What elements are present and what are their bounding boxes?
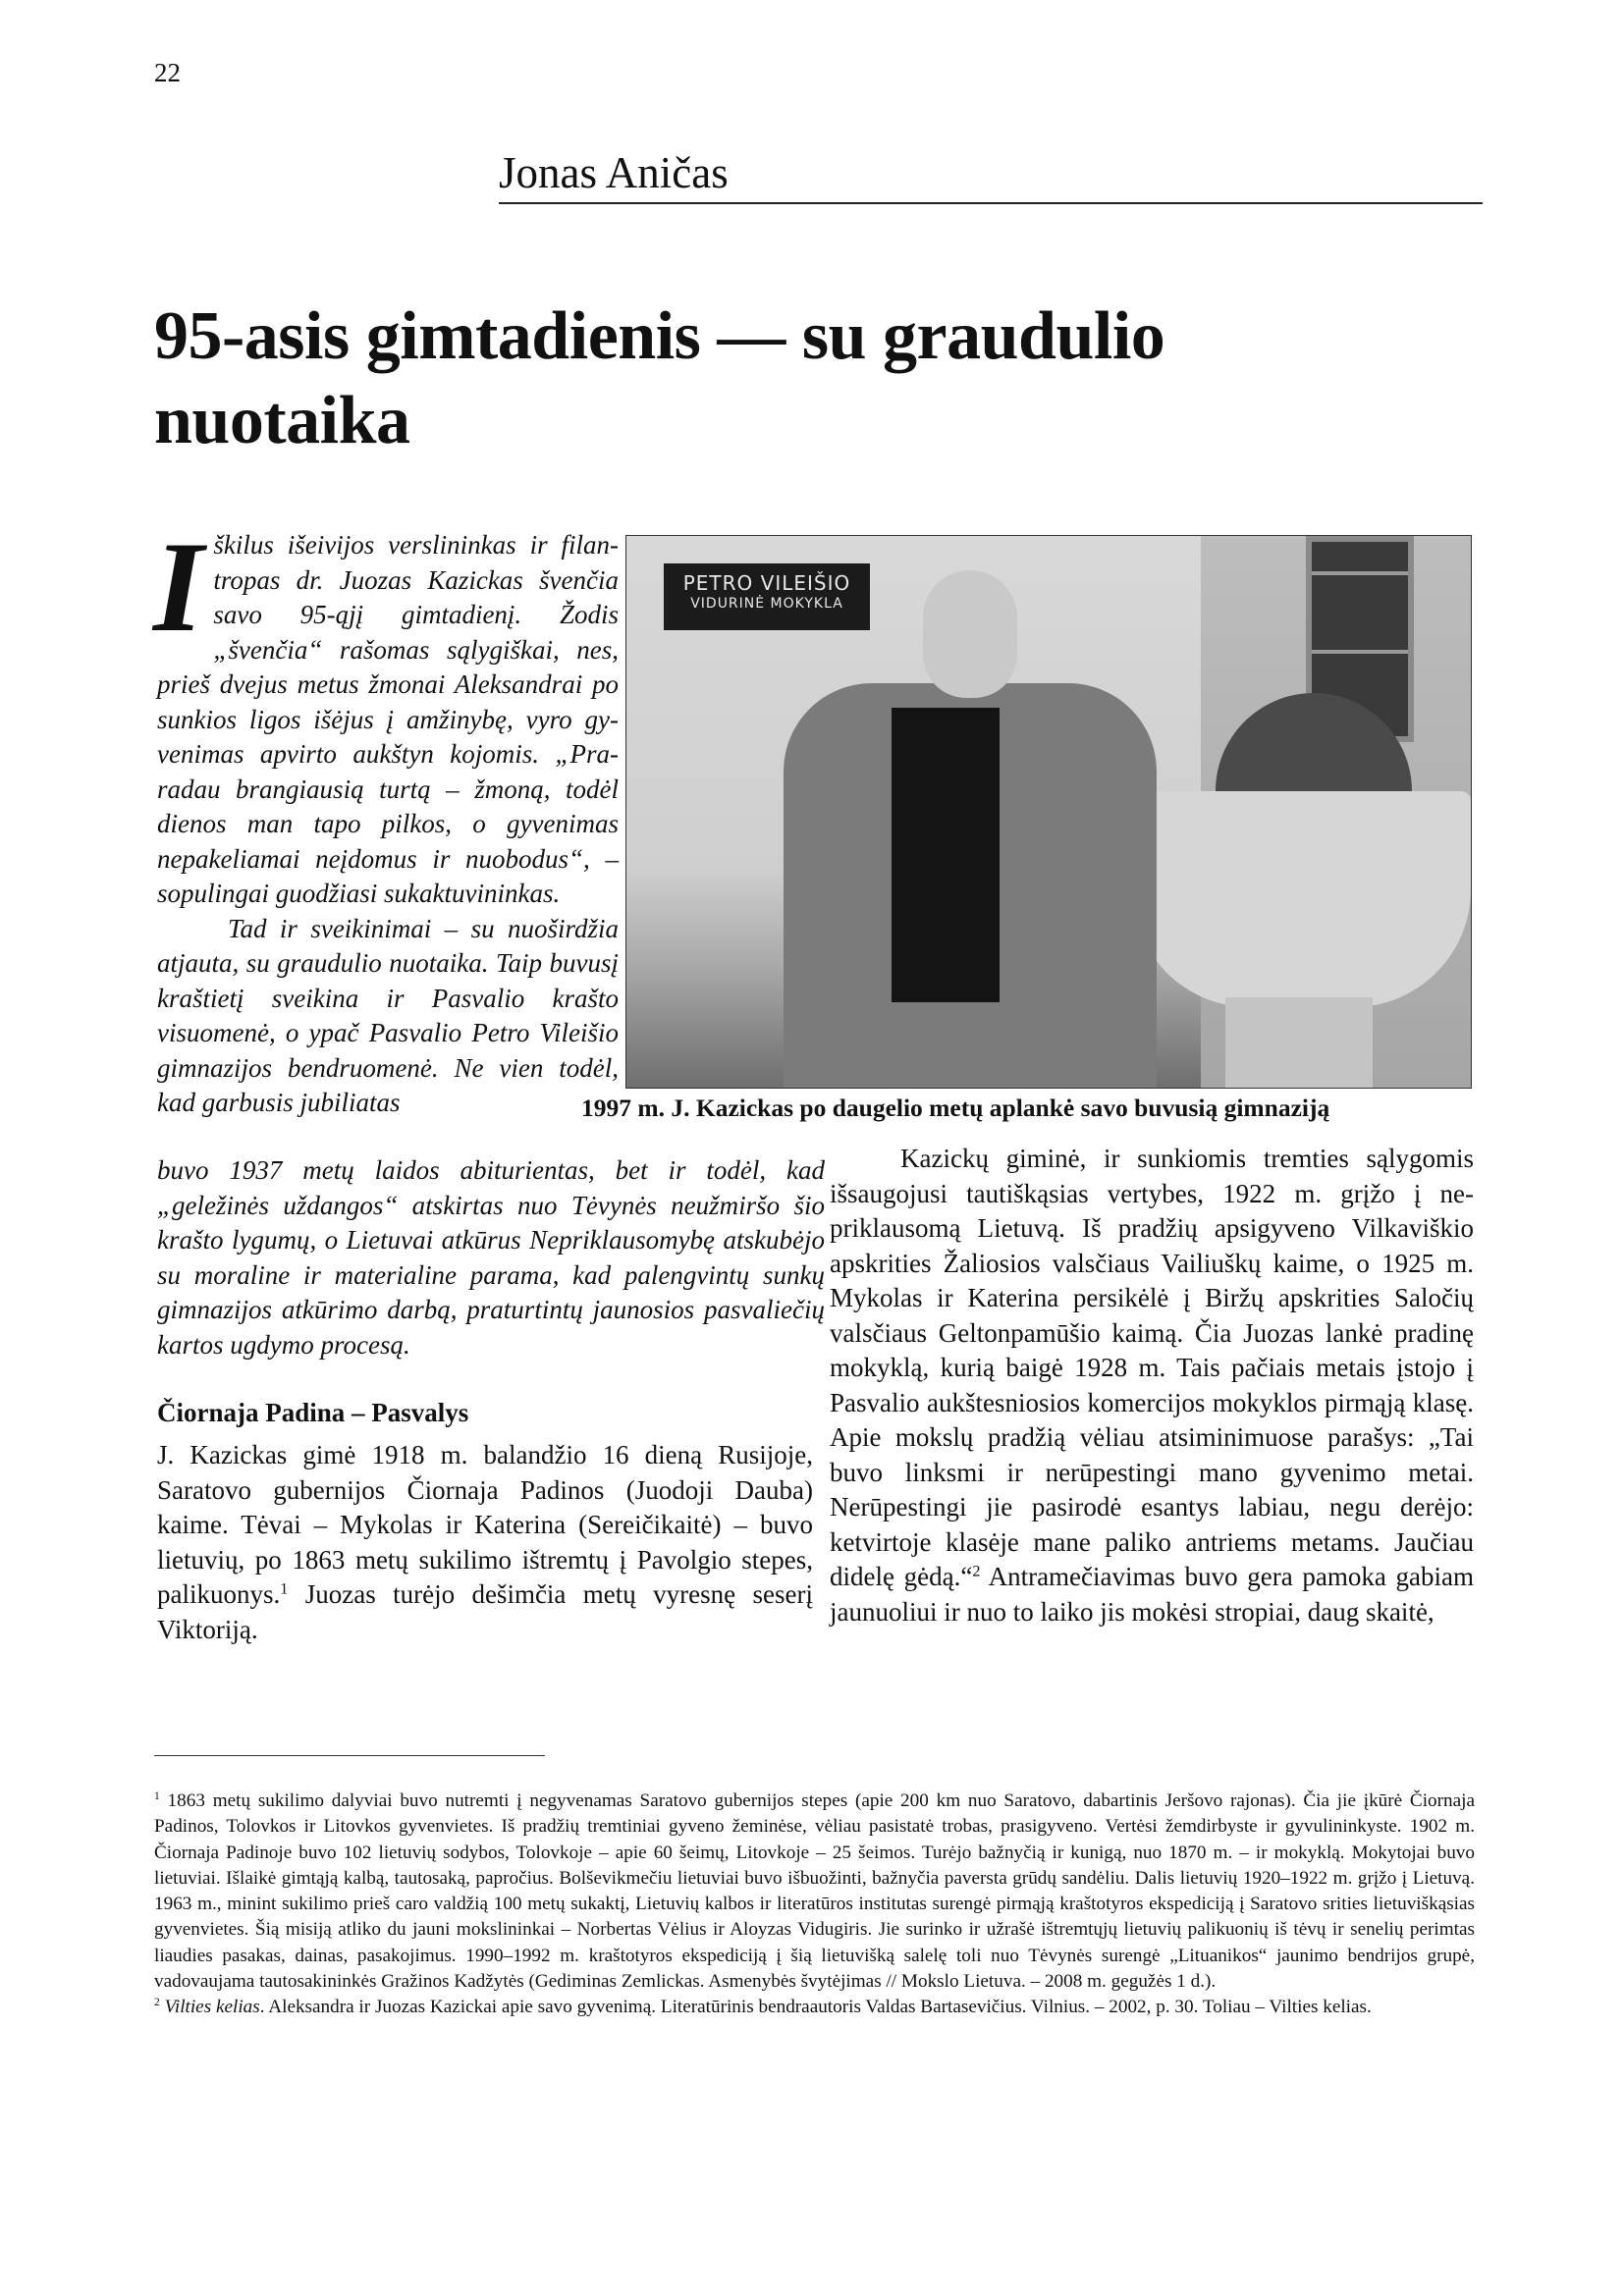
footnote-2-title: Vilties kelias bbox=[164, 1997, 260, 2018]
footnotes bbox=[154, 1789, 1475, 2021]
left-paragraph bbox=[157, 1438, 813, 1647]
school-sign bbox=[664, 563, 870, 630]
footnote-marker-2: 2 bbox=[154, 1997, 160, 2009]
photo-urn-base bbox=[1225, 997, 1373, 1088]
right-text: Kazickų giminė, ir sunkiomis tremties sąlygomis išsaugojusi tautiškąsias vertybes, 1922 m. grįžo į nepriklausomą Lietuvą. Iš pradžių apsigyveno Vilkaviškio apskrities Žaliosios valsčiaus Vailiuškų kaime, o 1925 m. Mykolas ir Katerina persikėlė į Biržų apskrities Saločių valsčiaus Geltonpamūšio kaimą. Čia Juozas lankė pradinę mokyklą, kurią baigė 1928 m. Tais pačiais metais įstojo į Pasvalio aukštesniosios komercijos mokyklos pirmąją klasę. Apie mokslų pradžią vėliau atsiminimuose parašys: „Tai buvo linksmi ir nerūpestingi mano gyvenimo metai. Nerūpestingi jie pasirodė esantys labiau, negu derėjo: ketvirtoje klasėje mane paliko antriems metams. Jaučiau didelę gėdą.“ bbox=[830, 1144, 1474, 1591]
left-text-after: Juozas turėjo dešimčia metų vyresnę seserį Viktoriją. bbox=[157, 1579, 813, 1644]
article-title bbox=[154, 294, 1431, 463]
intro-wide-continuation bbox=[157, 1153, 825, 1362]
intro-paragraph-1 bbox=[153, 514, 619, 912]
right-column bbox=[830, 1142, 1474, 1629]
footnote-marker-1: 1 bbox=[154, 1790, 160, 1803]
photo-caption: 1997 m. J. Kazickas po daugelio metų aplankė savo buvusią gimnaziją bbox=[581, 1094, 1330, 1122]
title-line-1: 95-asis gimtadienis — su graudulio bbox=[154, 298, 1165, 374]
page-number: 22 bbox=[154, 58, 181, 87]
right-paragraph bbox=[830, 1142, 1474, 1629]
footnote-separator bbox=[154, 1755, 545, 1756]
intro-paragraph-2: Tad ir sveikinimai – su nuoširdžia atjauta, su graudulio nuotaika. Taip buvusį kraštietį sveikina ir Pasvalio krašto visuomenė, o ypač Pasvalio Petro Vileišio gimnazijos bendruomenė. Ne vien todėl, kad garbusis jubiliatas bbox=[157, 913, 619, 1117]
article-photo bbox=[625, 535, 1472, 1089]
footnote-ref-1[interactable]: 1 bbox=[280, 1579, 289, 1598]
intro-text-1: škilus išeivijos verslininkas ir filantropas dr. Juozas Kazickas švenčia savo 95-ąjį gimtadienį. Žodis „švenčia“ rašomas sąlygiškai, nes, prieš dvejus metus žmonai Aleksandrai po sunkios ligos išėjus į amžinybę, vyro gyvenimas apvirto aukštyn kojomis. „Praradau brangiausią turtą – žmoną, todėl dienos man tapo pilkos, o gyvenimas nepakeliamai neįdomus ir nuobodus“, – sopulingai guodžiasi sukaktuvininkas. bbox=[157, 530, 619, 908]
sign-line-1: PETRO VILEIŠIO bbox=[682, 571, 851, 595]
intro-narrow-column bbox=[153, 514, 619, 1121]
left-column bbox=[157, 1438, 813, 1647]
footnote-1 bbox=[154, 1789, 1475, 1995]
author-name: Jonas Aničas bbox=[499, 148, 729, 197]
photo-person-vest bbox=[892, 708, 1000, 1002]
drop-cap: I bbox=[153, 514, 204, 659]
photo-person-head bbox=[923, 570, 1017, 698]
title-line-2: nuotaika bbox=[154, 383, 410, 458]
section-heading: Čiornaja Padina – Pasvalys bbox=[157, 1398, 469, 1427]
footnote-1-text: 1863 metų sukilimo dalyviai buvo nutremti į negyvenamas Saratovo gubernijos stepes (apie 200 km nuo Saratovo, dabartinis Jeršovo rajonas). Čia jie įkūrė Čiornaja Padinos, Tolovkos ir Litovkos gyvenvietes. Iš pradžių tremtiniai gyveno žeminėse, vėliau pasistatė trobas, prasigyveno. Vertėsi žemdirbyste ir gyvulininkyste. 1902 m. Čiornaja Padinoje buvo 102 lietuvių sodybos, Tolovkoje – apie 60 šeimų, Litovkoje – 25 šeimos. Turėjo bažnyčią ir kunigą, nuo 1870 m. – ir mokyklą. Mokytojai buvo lietuviai. Išlaikė gimtąją kalbą, tautosaką, papročius. Bolševikmečiu lietuviai buvo išbuožinti, bažnyčia paversta grūdų sandėliu. Dalis lietuvių 1920–1922 m. grįžo į Lietuvą. 1963 m., minint sukilimo prieš caro valdžią 100 metų sukaktį, Lietuvių kalbos ir literatūros institutas surengė pirmąją kraštotyros ekspediciją į Saratovo srities lietuviškąsias gyvenvietes. Šią misiją atliko du jauni mokslininkai – Norbertas Vėlius ir Aloyzas Vidugiris. Jie surinko ir užrašė ištremtųjų lietuvių palikuonių iš tėvų ir senelių perimtas liaudies pasakas, dainas, pasakojimus. 1990–1992 m. kraštotyros ekspediciją į šią lietuvišką salelę toli nuo Tėvynės surengė „Lituanikos“ jaunimo bendrijos grupė, vadovaujama tautosakininkės Gražinos Kadžytės (Gediminas Zemlickas. Asmenybės švytėjimas // Mokslo Lietuva. – 2008 m. gegužės 1 d.). bbox=[154, 1790, 1476, 1993]
header-rule bbox=[499, 202, 1483, 204]
right-text-after: Antramečiavimas buvo gera pamoka gabiam jaunuoliui ir nuo to laiko jis mokėsi stropiai, daug skaitė, bbox=[830, 1562, 1474, 1627]
sign-line-2: VIDURINĖ MOKYKLA bbox=[690, 596, 843, 612]
footnote-2-text: . Aleksandra ir Juozas Kazickai apie savo gyvenimą. Literatūrinis bendraautoris Valdas Bartasevičius. Vilnius. – 2002, p. 30. Toliau – Vilties kelias. bbox=[259, 1997, 1372, 2018]
footnote-ref-2[interactable]: 2 bbox=[972, 1562, 981, 1580]
photo-urn bbox=[1132, 791, 1471, 1007]
left-text: J. Kazickas gimė 1918 m. balandžio 16 dieną Rusijoje, Saratovo gubernijos Čiornaja Padinos (Juodoji Dauba) kaime. Tėvai – Mykolas ir Katerina (Sereičikaitė) – buvo lietuvių, po 1863 metų sukilimo ištremtų į Pavolgio stepes, palikuonys. bbox=[157, 1440, 813, 1609]
footnote-2 bbox=[154, 1995, 1475, 2020]
intro-paragraph-2-cont: buvo 1937 metų laidos abiturientas, bet ir todėl, kad „geležinės uždangos“ atskirtas nuo Tėvynės neužmiršo šio krašto lygumų, o Lietuvai atkūrus Nepriklausomybę atskubėjo su moraline ir materialine parama, kad palengvintų sunkų gimnazijos atkūrimo darbą, praturtintų jaunosios pasvaliečių kartos ugdymo procesą. bbox=[157, 1155, 825, 1360]
